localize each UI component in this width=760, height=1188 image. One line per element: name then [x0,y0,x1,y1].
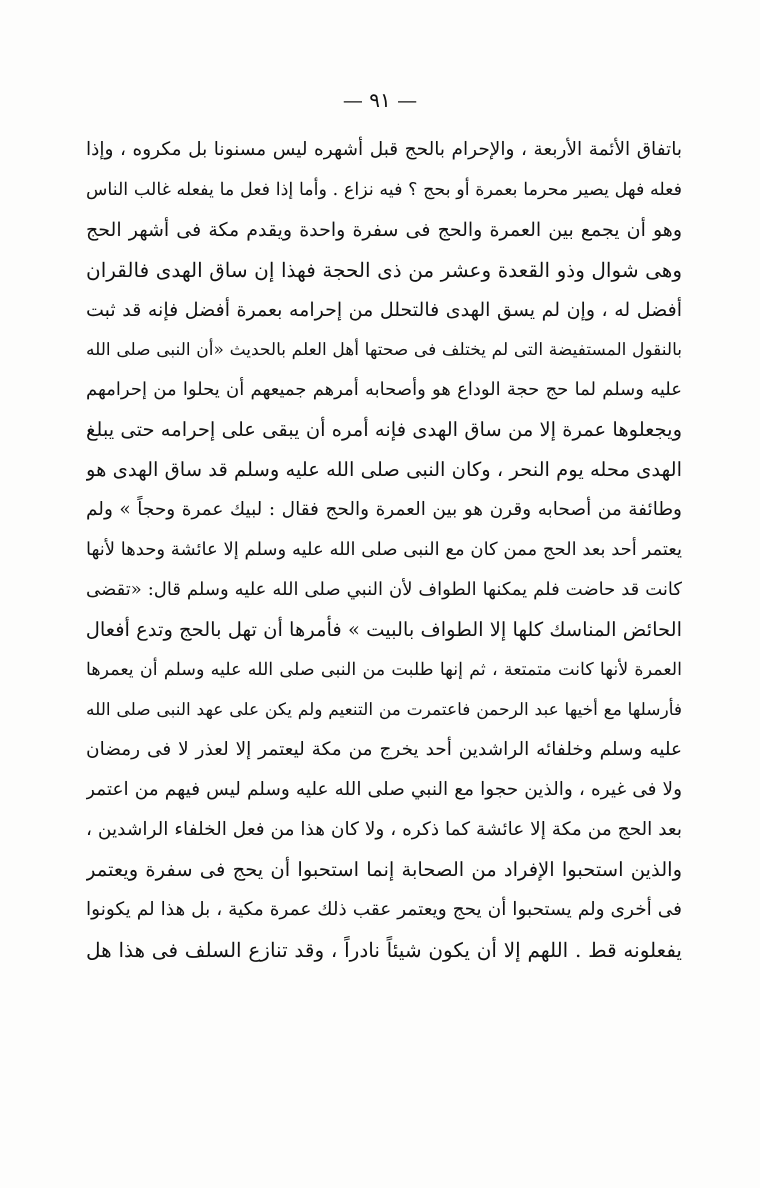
text-line: أفضل له ، وإن لم يسق الهدى فالتحلل من إحرامه بعمرة أفضل فإنه قد ثبت [86,299,682,321]
text-line: وهو أن يجمع بين العمرة والحج فى سفرة واحدة ويقدم مكة فى أشهر الحج [86,219,682,241]
text-line: الهدى محله يوم النحر ، وكان النبى صلى الله عليه وسلم قد ساق الهدى هو [86,458,682,481]
text-line: ولا فى غيره ، والذين حجوا مع النبي صلى الله عليه وسلم ليس فيهم من اعتمر [86,779,682,800]
text-line: فعله فهل يصير محرما بعمرة أو بحج ؟ فيه نزاع . وأما إذا فعل ما يفعله غالب الناس [86,180,682,200]
text-line: يفعلونه قط . اللهم إلا أن يكون شيئاً نادراً ، وقد تنازع السلف فى هذا هل [86,938,682,962]
text-line: بالنقول المستفيضة التى لم يختلف فى صحتها أهل العلم بالحديث «أن النبى صلى الله [86,340,682,360]
text-line: بعد الحج من مكة إلا عائشة كما ذكره ، ولا كان هذا من فعل الخلفاء الراشدين ، [86,819,682,840]
text-line: يعتمر أحد بعد الحج ممن كان مع النبى صلى الله عليه وسلم إلا عائشة وحدها لأنها [86,539,682,560]
text-line: كانت قد حاضت فلم يمكنها الطواف لأن النبي صلى الله عليه وسلم قال: «تقضى [86,579,682,600]
text-line: باتفاق الأئمة الأربعة ، والإحرام بالحج قبل أشهره ليس مسنونا بل مكروه ، وإذا [86,139,682,160]
text-line: وطائفة من أصحابه وقرن هو بين العمرة والحج فقال : لبيك عمرة وحجاً » ولم [86,499,682,520]
text-line: وهى شوال وذو القعدة وعشر من ذى الحجة فهذا إن ساق الهدى فالقران [86,258,682,282]
text-line: العمرة لأنها كانت متمتعة ، ثم إنها طلبت من النبى صلى الله عليه وسلم أن يعمرها [86,660,682,680]
text-line: عليه وسلم لما حج حجة الوداع هو وأصحابه أمرهم جميعهم أن يحلوا من إحرامهم [86,379,682,400]
text-line: فى أخرى ولم يستحبوا أن يحج ويعتمر عقب ذلك عمرة مكية ، بل هذا لم يكونوا [86,899,682,920]
text-line: فأرسلها مع أخيها عبد الرحمن فاعتمرت من التنعيم ولم يكن على عهد النبى صلى الله [86,700,682,720]
page-number: — ٩١ — [342,88,418,112]
page-body-text [86,130,682,970]
text-line: عليه وسلم وخلفائه الراشدين أحد يخرج من مكة ليعتمر إلا لعذر لا فى رمضان [86,739,682,760]
text-line: الحائض المناسك كلها إلا الطواف بالبيت » فأمرها أن تهل بالحج وتدع أفعال [86,618,682,641]
text-line: والذين استحبوا الإفراد من الصحابة إنما استحبوا أن يحج فى سفرة ويعتمر [86,858,682,881]
text-line: ويجعلوها عمرة إلا من ساق الهدى فإنه أمره أن يبقى على إحرامه حتى يبلغ [86,418,682,441]
